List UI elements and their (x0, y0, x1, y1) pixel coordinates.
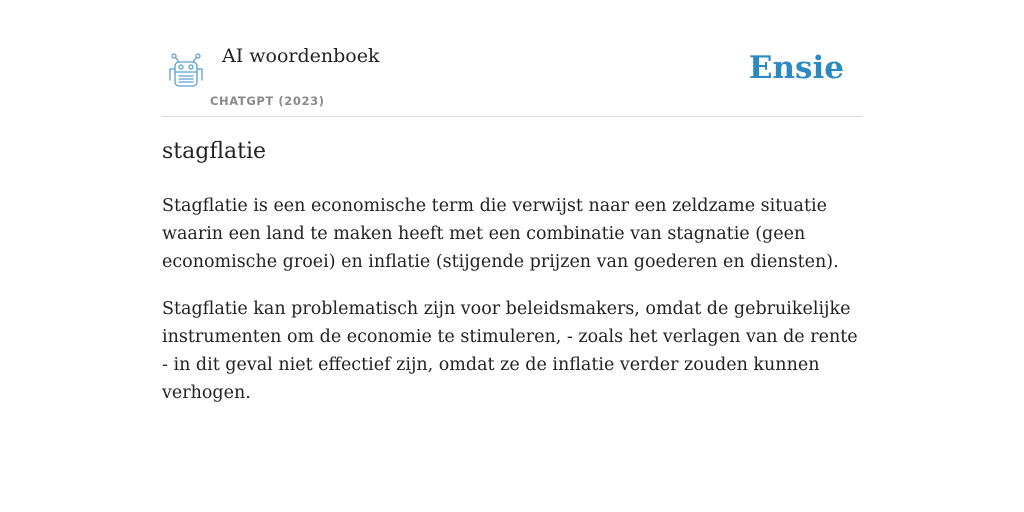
ensie-logo-link[interactable]: Ensie (748, 50, 844, 86)
entry-term: stagflatie (162, 139, 267, 164)
dictionary-title: AI woordenboek (222, 45, 380, 67)
definition-paragraph: Stagflatie is een economische term die verwijst naar een zeldzame situatie waarin een land te maken heeft met een combinatie van stagnatie (geen economische groei) en inflatie (stijgende prijzen van goederen en diensten). (162, 196, 839, 272)
robot-icon (166, 52, 206, 90)
header (162, 0, 862, 117)
page-container (162, 0, 862, 403)
definition-paragraph: Stagflatie kan problematisch zijn voor beleidsmakers, omdat de gebruikelijke instrumenten om de economie te stimuleren, - zoals het verlagen van de rente - in dit geval niet effectief zijn, omdat ze de inflatie verder zouden kunnen verhogen. (162, 299, 858, 403)
dictionary-source: CHATGPT (2023) (210, 94, 325, 108)
